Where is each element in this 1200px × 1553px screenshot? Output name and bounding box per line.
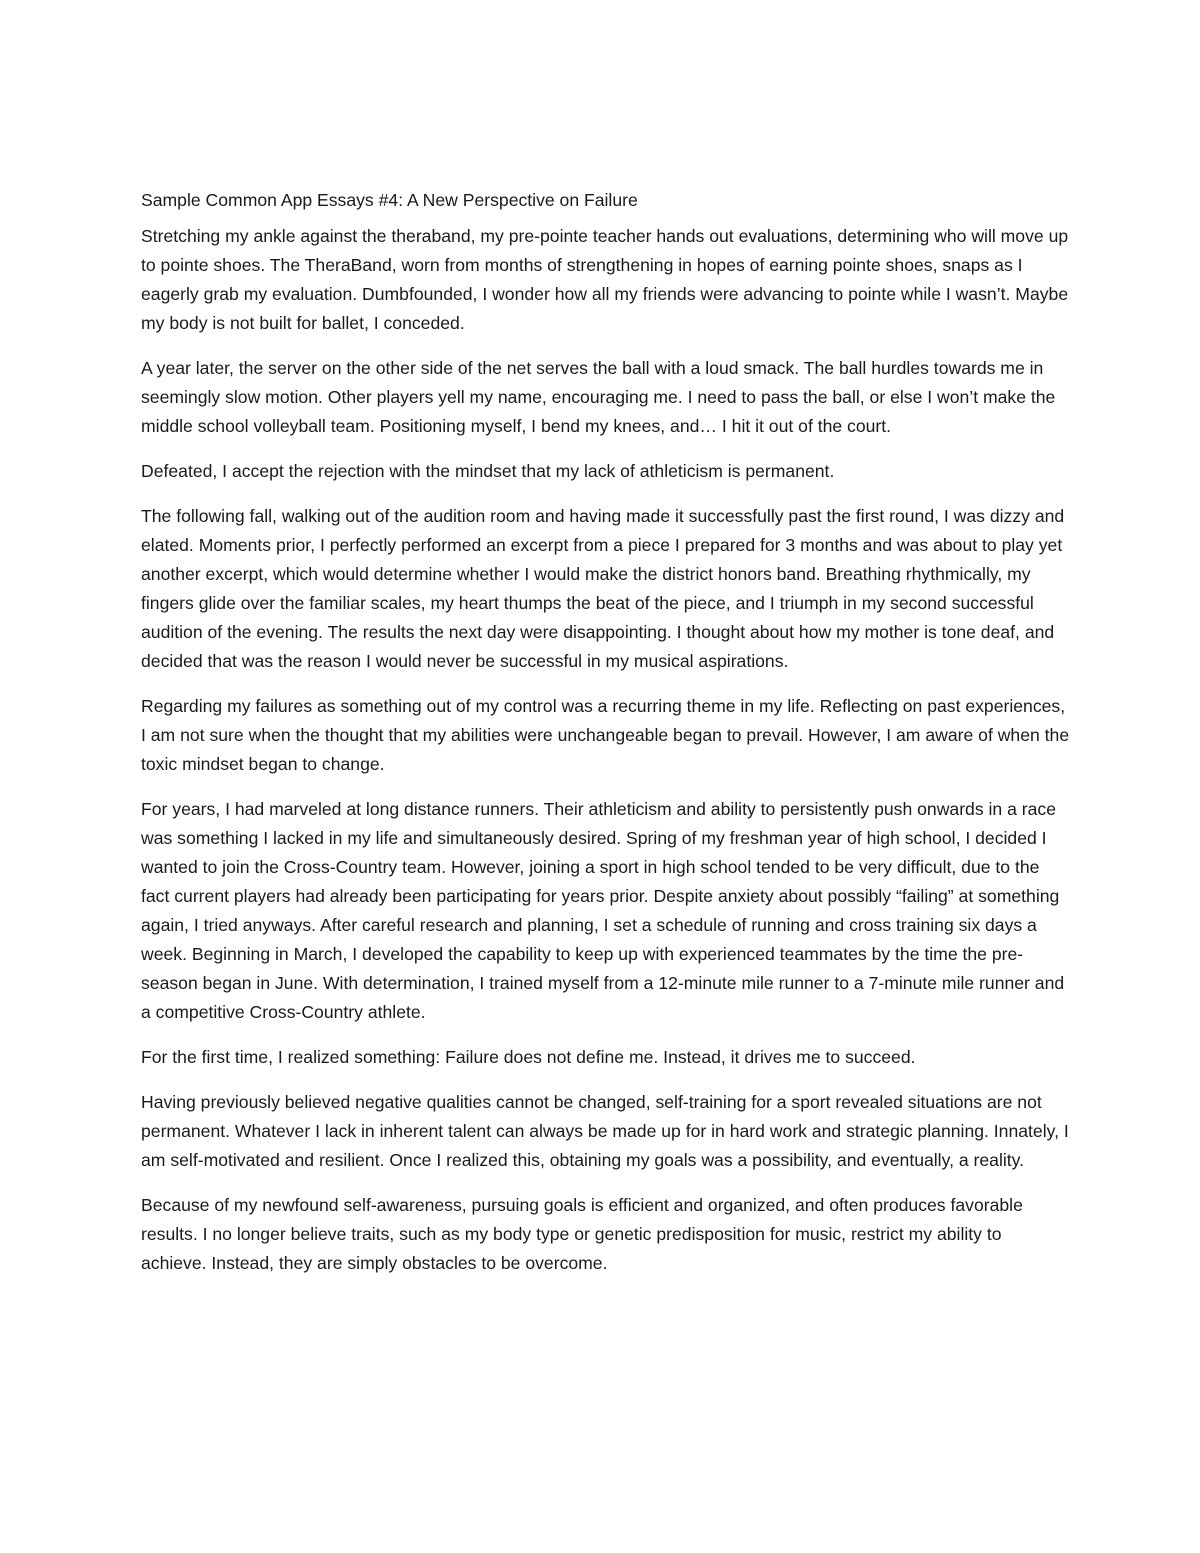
paragraph: Regarding my failures as something out of my control was a recurring theme in my life. Reflecting on past experiences, I am not sure when the thought that my abilities were unchangeable began to prevail. However, I am aware of when the toxic mindset began to change. (141, 696, 1070, 774)
paragraph: Because of my newfound self-awareness, pursuing goals is efficient and organized, and often produces favorable results. I no longer believe traits, such as my body type or genetic predisposition for music, restrict my ability to achieve. Instead, they are simply obstacles to be overcome. (141, 1195, 1023, 1273)
paragraph: For the first time, I realized something: Failure does not define me. Instead, it drives me to succeed. (141, 1047, 916, 1067)
paragraph: The following fall, walking out of the audition room and having made it successfully past the first round, I was dizzy and elated. Moments prior, I perfectly performed an excerpt from a piece I prepared for 3 months and was about to play yet another excerpt, which would determine whether I would make the district honors band. Breathing rhythmically, my fingers glide over the familiar scales, my heart thumps the beat of the piece, and I triumph in my second successful audition of the evening. The results the next day were disappointing. I thought about how my mother is tone deaf, and decided that was the reason I would never be successful in my musical aspirations. (141, 506, 1065, 671)
document-body (141, 186, 1071, 1294)
paragraph: Stretching my ankle against the theraband, my pre-pointe teacher hands out evaluations, determining who will move up to pointe shoes. The TheraBand, worn from months of strengthening in hopes of earning pointe shoes, snaps as I eagerly grab my evaluation. Dumbfounded, I wonder how all my friends were advancing to pointe while I wasn’t. Maybe my body is not built for ballet, I conceded. (141, 226, 1069, 333)
paragraph: Defeated, I accept the rejection with the mindset that my lack of athleticism is permanent. (141, 461, 835, 481)
paragraph: Having previously believed negative qualities cannot be changed, self-training for a sport revealed situations are not permanent. Whatever I lack in inherent talent can always be made up for in hard work and strategic planning. Innately, I am self-motivated and resilient. Once I realized this, obtaining my goals was a possibility, and eventually, a reality. (141, 1092, 1069, 1170)
paragraph: A year later, the server on the other side of the net serves the ball with a loud smack. The ball hurdles towards me in seemingly slow motion. Other players yell my name, encouraging me. I need to pass the ball, or else I won’t make the middle school volleyball team. Positioning myself, I bend my knees, and… I hit it out of the court. (141, 358, 1056, 436)
document-title: Sample Common App Essays #4: A New Perspective on Failure (141, 190, 638, 210)
paragraph: For years, I had marveled at long distance runners. Their athleticism and ability to persistently push onwards in a race was something I lacked in my life and simultaneously desired. Spring of my freshman year of high school, I decided I wanted to join the Cross-Country team. However, joining a sport in high school tended to be very difficult, due to the fact current players had already been participating for years prior. Despite anxiety about possibly “failing” at something again, I tried anyways. After careful research and planning, I set a schedule of running and cross training six days a week. Beginning in March, I developed the capability to keep up with experienced teammates by the time the pre-season began in June. With determination, I trained myself from a 12-minute mile runner to a 7-minute mile runner and a competitive Cross-Country athlete. (141, 799, 1065, 1022)
